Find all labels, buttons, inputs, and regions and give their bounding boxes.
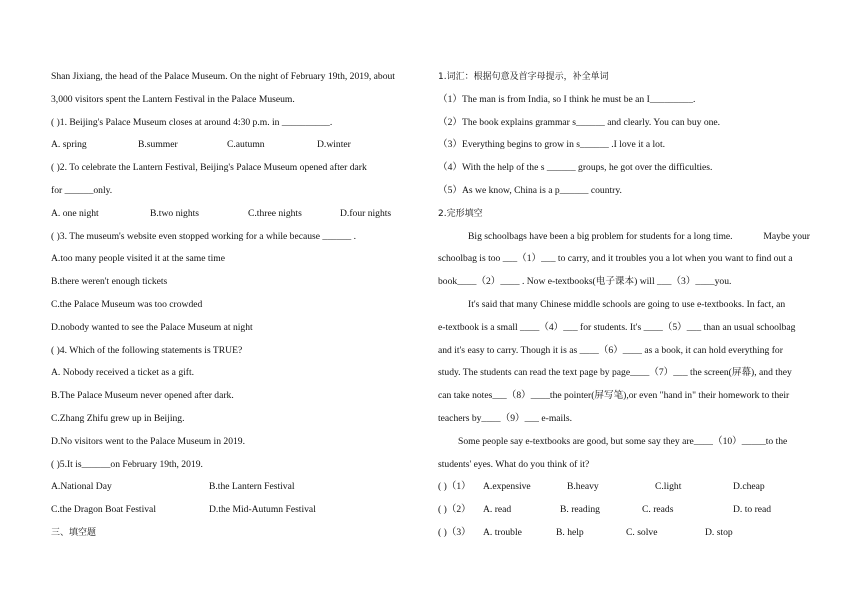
question-1-options <box>51 134 424 157</box>
vocab-item-5: （5）As we know, China is a p______ country. <box>438 184 622 196</box>
cloze-p2-line3: and it's easy to carry. Though it is as ____（6）____ as a book, it can hold everything for <box>438 344 783 356</box>
question-4-option-b: B.The Palace Museum never opened after dark. <box>51 390 234 402</box>
question-3-option-d: D.nobody wanted to see the Palace Museum at night <box>51 321 253 333</box>
vocab-item-1: （1）The man is from India, so I think he must be an I_________. <box>438 93 696 105</box>
option-b: B.heavy <box>567 481 599 493</box>
question-2-options <box>51 203 424 226</box>
option-a: A. spring <box>51 139 87 151</box>
cloze-p3-line1: Some people say e-textbooks are good, but some say they are____（10）_____to the <box>458 435 788 447</box>
question-4-option-d: D.No visitors went to the Palace Museum in 2019. <box>51 435 245 447</box>
option-c: C. reads <box>642 504 674 516</box>
option-a: A.expensive <box>483 481 531 493</box>
vocab-title: 1.词汇：根据句意及首字母提示，补全单词 <box>438 72 609 82</box>
question-4-option-a: A. Nobody received a ticket as a gift. <box>51 367 195 379</box>
option-a: A.National Day <box>51 481 112 493</box>
cloze-title: 2.完形填空 <box>438 208 483 219</box>
cloze-p1-line1 <box>438 226 810 249</box>
option-b: B.the Lantern Festival <box>209 481 295 493</box>
question-3: ( )3. The museum's website even stopped working for a while because ______ . <box>51 230 357 242</box>
cloze-p2-line1: It's said that many Chinese middle schools are going to use e-textbooks. In fact, an <box>468 298 786 310</box>
vocab-item-3: （3）Everything begins to grow in s______ .I love it a lot. <box>438 139 666 151</box>
option-a: A. read <box>483 504 512 516</box>
right-column <box>438 66 810 545</box>
question-1: ( )1. Beijing's Palace Museum closes at around 4:30 p.m. in __________. <box>51 116 333 128</box>
question-2-line2: for ______only. <box>51 184 113 196</box>
question-2-line1: ( )2. To celebrate the Lantern Festival, Beijing's Palace Museum opened after dark <box>51 162 367 174</box>
vocab-item-2: （2）The book explains grammar s______ and clearly. You can buy one. <box>438 116 721 128</box>
choice-number: ( )（3） <box>438 526 471 538</box>
cloze-p2-line4: study. The students can read the text page by page____（7）___ the screen(屏幕), and they <box>438 367 792 379</box>
option-d: D. stop <box>705 526 733 538</box>
option-d: D.four nights <box>340 207 392 219</box>
cloze-p1-line3: book____（2）____ . Now e-textbooks(电子课本) will ___（3）____you. <box>438 276 732 288</box>
cloze-p1-line1-right: Maybe your <box>763 230 810 242</box>
question-5: ( )5.It is______on February 19th, 2019. <box>51 458 203 470</box>
option-c: C.the Dragon Boat Festival <box>51 504 156 516</box>
cloze-p1-line1-left: Big schoolbags have been a big problem for students for a long time. <box>468 230 733 242</box>
option-d: D.winter <box>317 139 351 151</box>
option-b: B. reading <box>560 504 600 516</box>
cloze-p2-line6: teachers by____（9）___ e-mails. <box>438 412 573 424</box>
option-b: B.two nights <box>150 207 200 219</box>
cloze-choice-1 <box>438 476 810 499</box>
question-3-option-c: C.the Palace Museum was too crowded <box>51 298 203 310</box>
cloze-choice-3 <box>438 522 810 545</box>
question-4-option-c: C.Zhang Zhifu grew up in Beijing. <box>51 412 185 424</box>
choice-number: ( )（2） <box>438 504 471 516</box>
option-c: C. solve <box>626 526 658 538</box>
option-a: A. one night <box>51 207 99 219</box>
choice-number: ( )（1） <box>438 481 471 493</box>
section-heading-fill-blanks: 三、填空题 <box>51 527 97 538</box>
cloze-p1-line2: schoolbag is too ___（1）___ to carry, and it troubles you a lot when you want to find out a <box>438 253 793 265</box>
passage-intro-line2: 3,000 visitors spent the Lantern Festival in the Palace Museum. <box>51 93 295 105</box>
option-c: C.three nights <box>248 207 302 219</box>
question-3-option-b: B.there weren't enough tickets <box>51 276 168 288</box>
cloze-choice-2 <box>438 499 810 522</box>
question-5-options-row1 <box>51 476 424 499</box>
option-b: B. help <box>556 526 584 538</box>
option-b: B.summer <box>138 139 178 151</box>
cloze-p3-line2: students' eyes. What do you think of it? <box>438 458 590 470</box>
question-4: ( )4. Which of the following statements is TRUE? <box>51 344 243 356</box>
option-c: C.autumn <box>227 139 265 151</box>
option-c: C.light <box>655 481 682 493</box>
question-3-option-a: A.too many people visited it at the same time <box>51 253 225 265</box>
option-d: D. to read <box>733 504 772 516</box>
option-d: D.cheap <box>733 481 765 493</box>
question-5-options-row2 <box>51 499 424 522</box>
vocab-item-4: （4）With the help of the s ______ groups, he got over the difficulties. <box>438 162 713 174</box>
passage-intro-line1: Shan Jixiang, the head of the Palace Museum. On the night of February 19th, 2019, about <box>51 71 395 82</box>
option-d: D.the Mid-Autumn Festival <box>209 504 316 516</box>
left-column <box>51 66 424 545</box>
option-a: A. trouble <box>483 526 522 538</box>
cloze-p2-line2: e-textbook is a small ____（4）___ for students. It's ____（5）___ than an usual schoolbag <box>438 321 796 333</box>
cloze-p2-line5: can take notes___（8）____the pointer(屏写笔),or even "hand in" their homework to their <box>438 390 790 402</box>
